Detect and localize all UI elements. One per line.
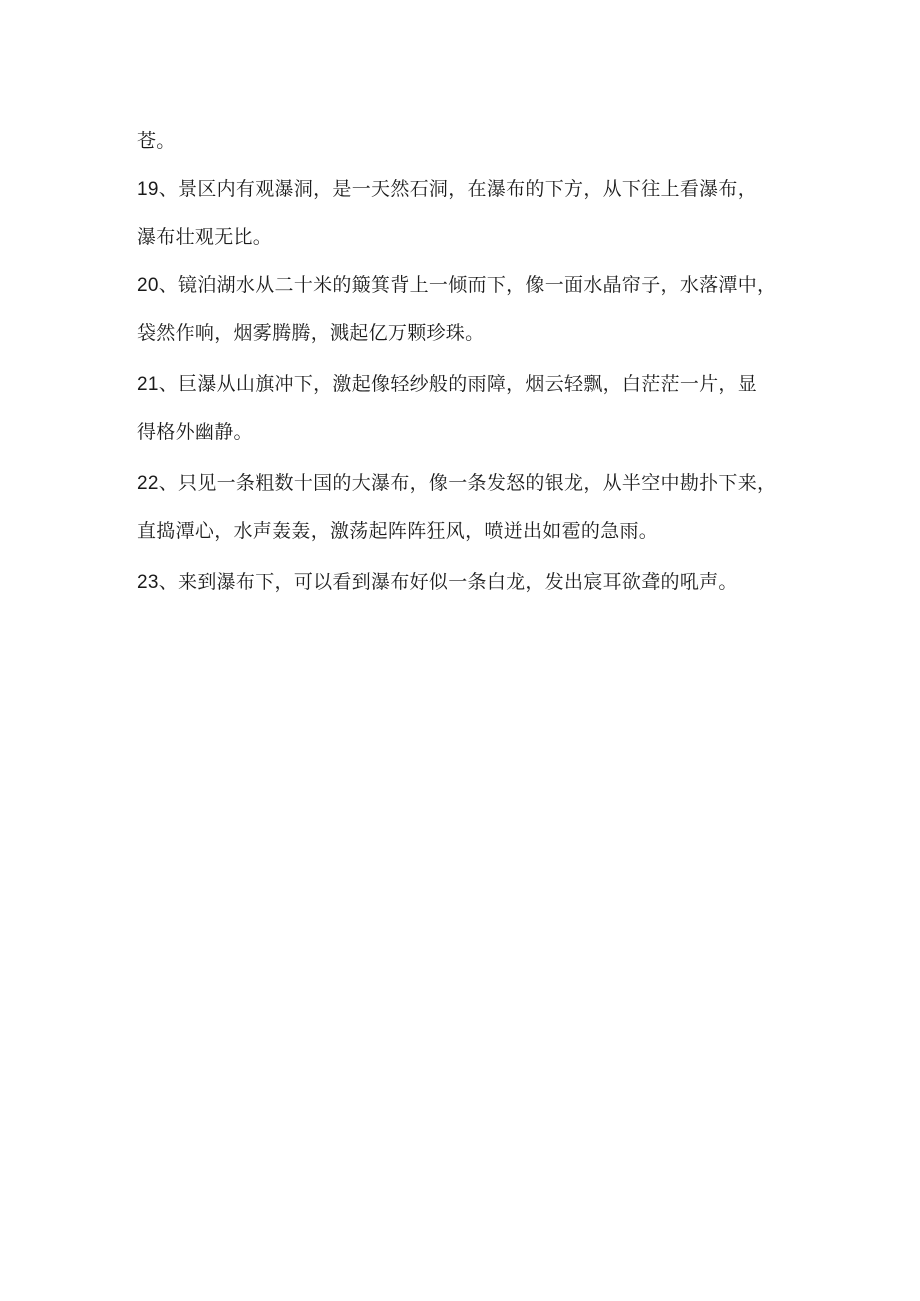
line-text: 苍。 <box>137 130 176 152</box>
line-text: 瀑布壮观无比。 <box>137 226 273 248</box>
paragraph-line <box>137 569 738 596</box>
line-text: 得格外幽静。 <box>137 421 253 443</box>
line-text: 、巨瀑从山旗冲下，激起像轻纱般的雨障，烟云轻飘，白茫茫一片，显 <box>158 373 758 395</box>
paragraph-line <box>137 128 176 154</box>
item-number: 19 <box>137 179 159 200</box>
paragraph-line <box>137 176 757 203</box>
paragraph-line <box>137 272 776 299</box>
item-number: 22 <box>137 473 159 494</box>
paragraph-line <box>137 470 776 497</box>
item-number: 20 <box>137 275 159 296</box>
line-text: 直捣潭心，水声轰轰，激荡起阵阵狂风，喷迸出如雹的急雨。 <box>137 520 659 542</box>
paragraph-line <box>137 320 484 346</box>
item-number: 23 <box>137 572 159 593</box>
paragraph-line <box>137 419 253 445</box>
line-text: 、景区内有观瀑洞，是一天然石洞，在瀑布的下方，从下往上看瀑布， <box>158 178 758 200</box>
paragraph-line <box>137 518 658 544</box>
line-text: 、只见一条粗数十国的大瀑布，像一条发怒的银龙，从半空中勘扑下来， <box>158 472 777 494</box>
item-number: 21 <box>137 374 159 395</box>
paragraph-line <box>137 224 272 250</box>
line-text: 袋然作响，烟雾腾腾，溅起亿万颗珍珠。 <box>137 322 485 344</box>
paragraph-line <box>137 371 757 398</box>
line-text: 、镜泊湖水从二十米的簸箕背上一倾而下，像一面水晶帘子，水落潭中， <box>158 274 777 296</box>
line-text: 、来到瀑布下，可以看到瀑布好似一条白龙，发出宸耳欲聋的吼声。 <box>158 571 738 593</box>
